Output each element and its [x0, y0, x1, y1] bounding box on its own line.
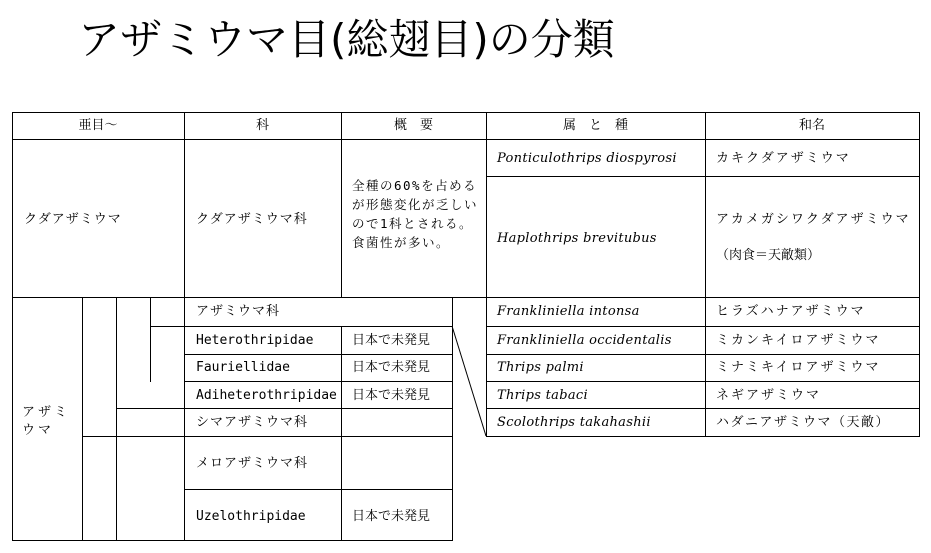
family-kudaazamiuma: クダアザミウマ科 [196, 212, 308, 227]
family-heterothripidae: Heterothripidae [196, 333, 314, 348]
species-japanese-name: ヒラズハナアザミウマ [716, 304, 866, 319]
family-uzelothripidae: Uzelothripidae [196, 509, 306, 524]
not-in-japan-label: 日本で未発見 [352, 333, 431, 348]
connector-line [452, 326, 486, 436]
header-family: 科 [255, 118, 269, 133]
species-japanese-name: アカメガシワクダアザミウマ [716, 212, 911, 227]
suborder-kudaazamiuma: クダアザミウマ [24, 212, 122, 227]
species-japanese-name: ハダニアザミウマ（天敵） [716, 415, 891, 430]
family-fauriellidae: Fauriellidae [196, 360, 290, 375]
species-name: Thrips tabaci [497, 388, 588, 403]
summary-kudaazamiuma: 全種の60%を占めるが形態変化が乏しいので1科とされる。食菌性が多い。 [352, 178, 479, 250]
family-shimaazamiuma: シマアザミウマ科 [196, 415, 309, 430]
species-japanese-name: ミナミキイロアザミウマ [716, 360, 881, 375]
suborder-azamiuma: アザミウマ [22, 405, 71, 438]
species-japanese-name: カキクダアザミウマ [716, 151, 851, 166]
species-name: Frankliniella occidentalis [497, 333, 672, 348]
species-name: Frankliniella intonsa [497, 304, 640, 319]
species-japanese-name: ミカンキイロアザミウマ [716, 333, 881, 348]
species-japanese-name: ネギアザミウマ [716, 388, 822, 403]
family-adiheterothripidae: Adiheterothripidae [196, 388, 337, 403]
header-japanese-name: 和名 [798, 118, 825, 133]
header-summary: 概 要 [393, 118, 433, 133]
page-title: アザミウマ目(総翅目)の分類 [78, 15, 615, 64]
family-meroazamiuma: メロアザミウマ科 [196, 456, 309, 471]
header-suborder: 亜目〜 [78, 118, 118, 133]
not-in-japan-label: 日本で未発見 [352, 360, 431, 375]
species-name: Ponticulothrips diospyrosi [497, 151, 677, 166]
species-name: Thrips palmi [497, 360, 584, 375]
species-name: Haplothrips brevitubus [497, 231, 657, 246]
header-genus-species: 属 と 種 [562, 118, 628, 133]
not-in-japan-label: 日本で未発見 [352, 388, 431, 403]
species-note: （肉食＝天敵類） [716, 248, 821, 263]
not-in-japan-label: 日本で未発見 [352, 509, 431, 524]
family-azamiuma: アザミウマ科 [196, 304, 281, 319]
species-name: Scolothrips takahashii [497, 415, 651, 430]
